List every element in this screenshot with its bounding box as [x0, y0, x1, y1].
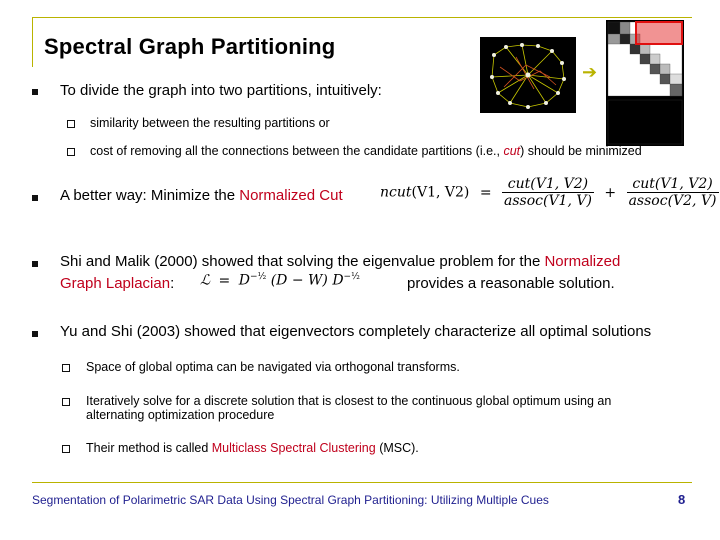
bullet-3-line-1-text: Shi and Malik (2000) showed that solving the eigenvalue problem for the: [60, 253, 545, 270]
bullet-4-sub-1: Space of global optima can be navigated via orthogonal transforms.: [86, 360, 460, 374]
bullet-3-colon: :: [170, 275, 175, 292]
cut-term: cut: [503, 144, 521, 158]
sub-bullet-marker: [67, 120, 75, 128]
bullet-4-sub-3-start: Their method is called: [86, 441, 212, 455]
ncut-fraction-2: [627, 176, 719, 209]
bullet-4-sub-2-line-2: alternating optimization procedure: [86, 408, 275, 422]
bullet-3-line-2-end: provides a reasonable solution.: [407, 275, 615, 292]
laplacian-exponent-1: −½: [249, 272, 267, 282]
bullet-marker: [32, 195, 38, 201]
bullet-3-line-1: [60, 253, 620, 270]
ncut-fraction-2-numerator: cut(V1, V2): [627, 176, 719, 193]
slide-title: Spectral Graph Partitioning: [44, 34, 336, 59]
sub-bullet-marker: [62, 398, 70, 406]
msc-term: Multiclass Spectral Clustering: [211, 441, 376, 455]
bullet-marker: [32, 89, 38, 95]
laplacian-symbol: ℒ: [200, 272, 211, 289]
ncut-lhs-args: (V1, V2): [411, 184, 470, 201]
footer-divider: [32, 482, 692, 483]
laplacian-formula: [200, 272, 360, 289]
bullet-1-sub-2: [90, 144, 642, 158]
bullet-1-text: To divide the graph into two partitions, intuitively:: [60, 82, 382, 99]
sub-bullet-marker: [67, 148, 75, 156]
footer-text: Segmentation of Polarimetric SAR Data Using Spectral Graph Partitioning: Utilizing Multiple Cues: [32, 493, 549, 507]
normalized-cut-term: Normalized Cut: [239, 187, 343, 204]
ncut-formula: [380, 176, 719, 209]
sub-2-text-start: cost of removing all the connections between the candidate partitions (i.e.,: [90, 144, 504, 158]
ncut-equals: =: [479, 184, 492, 201]
bullet-4-text: Yu and Shi (2003) showed that eigenvectors completely characterize all optimal solutions: [60, 323, 652, 340]
frame-horizontal-line: [32, 17, 692, 18]
bullet-marker: [32, 331, 38, 337]
ncut-fraction-1: [502, 176, 594, 209]
laplacian-degree-2: D: [332, 272, 344, 289]
matrix-illustration: [606, 20, 684, 146]
right-arrow-icon: ➔: [582, 62, 598, 82]
frame-vertical-line: [32, 17, 33, 67]
normalized-term: Normalized: [544, 253, 621, 270]
bullet-4-sub-3-end: (MSC).: [375, 441, 419, 455]
laplacian-equals: =: [218, 272, 231, 289]
bullet-1-sub-1: similarity between the resulting partitions or: [90, 116, 330, 130]
laplacian-middle: (D − W): [270, 272, 328, 289]
bullet-4-sub-3: [86, 441, 419, 455]
laplacian-exponent-2: −½: [343, 272, 360, 282]
bullet-marker: [32, 261, 38, 267]
laplacian-degree-1: D: [238, 272, 250, 289]
page-number: 8: [678, 492, 686, 507]
graph-illustration: [480, 37, 576, 113]
sub-bullet-marker: [62, 364, 70, 372]
ncut-plus: +: [604, 184, 617, 201]
sub-bullet-marker: [62, 445, 70, 453]
bullet-3-line-2: [60, 275, 174, 292]
bullet-2-text-start: A better way: Minimize the: [60, 187, 240, 204]
ncut-fraction-1-numerator: cut(V1, V2): [502, 176, 594, 193]
bullet-4-sub-2-line-1: Iteratively solve for a discrete solution that is closest to the continuous global optimum using an: [86, 394, 612, 408]
ncut-lhs-fn: ncut: [380, 184, 412, 201]
ncut-fraction-1-denominator: assoc(V1, V): [504, 193, 592, 209]
graph-laplacian-term: Graph Laplacian: [60, 275, 171, 292]
sub-2-text-end: ) should be minimized: [520, 144, 642, 158]
ncut-fraction-2-denominator: assoc(V2, V): [628, 193, 717, 209]
bullet-2-text: [60, 187, 343, 204]
